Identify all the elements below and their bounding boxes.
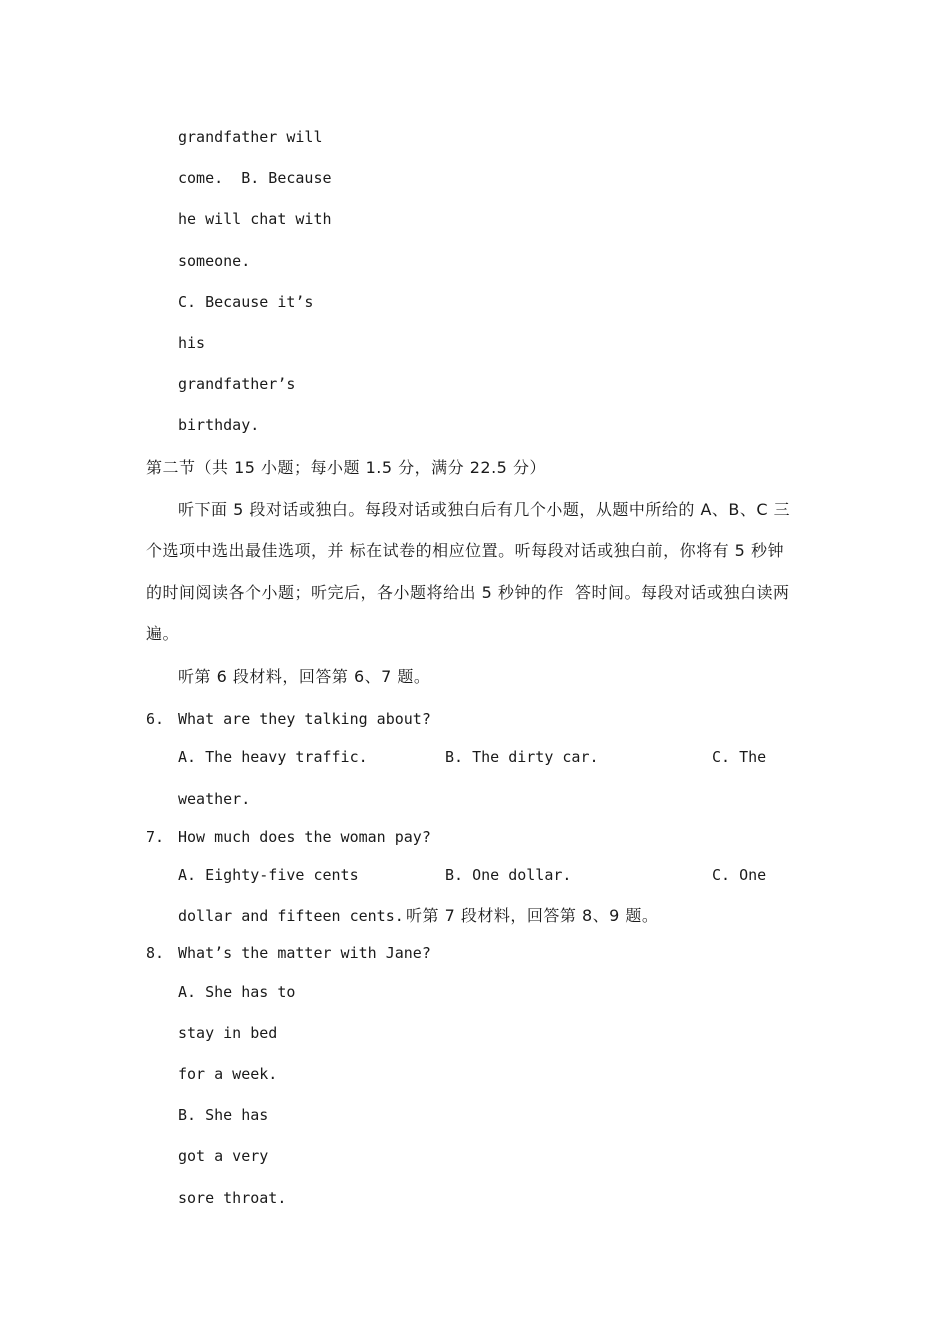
q5-option-line: grandfather’s xyxy=(178,375,296,393)
q5-option-line: his xyxy=(178,334,206,352)
question-text: How much does the woman pay? xyxy=(178,828,431,846)
option-line: B. She has xyxy=(178,1106,269,1124)
option-line: A. She has to xyxy=(178,983,296,1001)
q5-option-line: grandfather will xyxy=(178,128,323,146)
q5-option-line: birthday. xyxy=(178,416,260,434)
option-a: A. The heavy traffic. xyxy=(178,748,368,766)
option-line: got a very xyxy=(178,1147,269,1165)
question-number: 6. xyxy=(146,710,165,728)
q5-option-line: C. Because it’s xyxy=(178,293,314,311)
instruction-line: 的时间阅读各个小题；听完后，各小题将给出 5 秒钟的作 答时间。每段对话或独白读两 xyxy=(146,583,790,602)
option-line: sore throat. xyxy=(178,1189,287,1207)
question-number: 7. xyxy=(146,828,165,846)
instruction-line: 听下面 5 段对话或独白。每段对话或独白后有几个小题，从题中所给的 A、B、C 三 xyxy=(178,500,791,519)
option-b: B. The dirty car. xyxy=(445,748,599,766)
instruction-line: 遍。 xyxy=(146,624,180,643)
question-text: What’s the matter with Jane? xyxy=(178,944,431,962)
question-text: What are they talking about? xyxy=(178,710,431,728)
q5-option-line: he will chat with xyxy=(178,210,332,228)
option-c: C. The xyxy=(712,748,767,766)
option-c: C. One xyxy=(712,866,767,884)
q5-option-line: come. B. Because xyxy=(178,169,332,187)
option-a: A. Eighty-five cents xyxy=(178,866,359,884)
option-c-continued: dollar and fifteen cents. xyxy=(178,907,404,925)
q5-option-line: someone. xyxy=(178,252,251,270)
question-number: 8. xyxy=(146,944,165,962)
instruction-line: 个选项中选出最佳选项，并 标在试卷的相应位置。听每段对话或独白前，你将有 5 秒钟 xyxy=(146,541,784,560)
material-note: 听第 7 段材料，回答第 8、9 题。 xyxy=(406,906,659,925)
option-b: B. One dollar. xyxy=(445,866,572,884)
option-c-continued: weather. xyxy=(178,790,251,808)
option-line: for a week. xyxy=(178,1065,278,1083)
option-line: stay in bed xyxy=(178,1024,278,1042)
section-heading: 第二节（共 15 小题；每小题 1.5 分，满分 22.5 分） xyxy=(146,458,546,477)
material-note: 听第 6 段材料，回答第 6、7 题。 xyxy=(178,667,431,686)
